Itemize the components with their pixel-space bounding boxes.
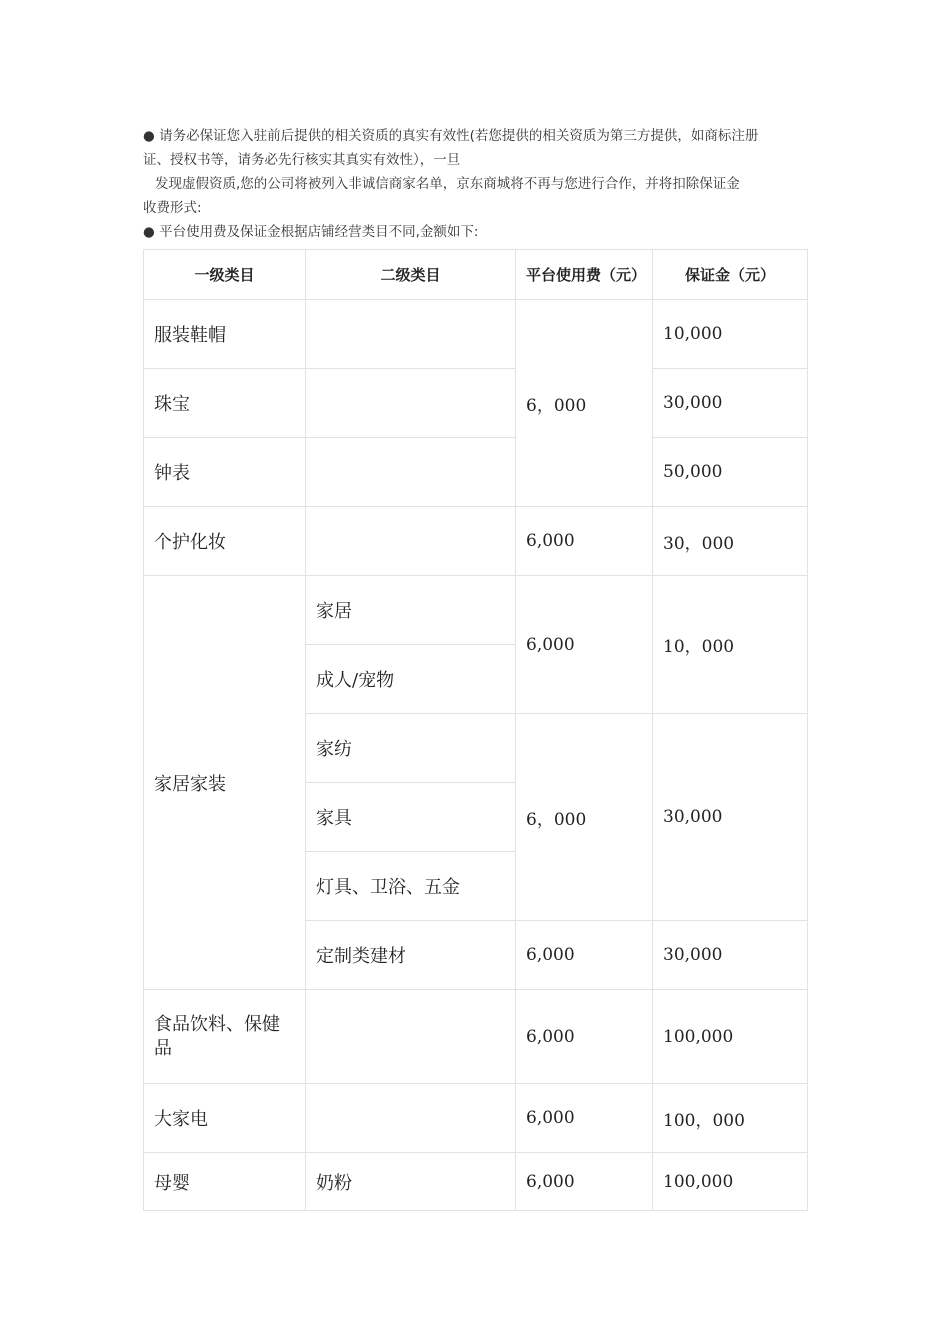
- table-row: [144, 438, 808, 507]
- fee-cell: 6，000: [516, 300, 653, 507]
- table-row: [144, 300, 808, 369]
- deposit-cell: 30,000: [653, 369, 808, 438]
- level1-cell: 家居家装: [144, 576, 306, 990]
- fee-cell: 6,000: [516, 1084, 653, 1153]
- note-line: ● 请务必保证您入驻前后提供的相关资质的真实有效性(若您提供的相关资质为第三方提供，如商标注册: [143, 128, 759, 144]
- note-line: 发现虚假资质,您的公司将被列入非诚信商家名单，京东商城将不再与您进行合作，并将扣除保证金: [155, 176, 740, 192]
- table-row: [144, 1153, 808, 1211]
- table-row: [144, 576, 808, 645]
- table-row: [144, 990, 808, 1084]
- deposit-cell: 30,000: [653, 714, 808, 921]
- deposit-cell: 30，000: [653, 507, 808, 576]
- level2-cell: 家纺: [306, 714, 516, 783]
- level2-cell: 家居: [306, 576, 516, 645]
- level2-cell: [306, 300, 516, 369]
- fee-cell: 6，000: [516, 714, 653, 921]
- deposit-cell: 10,000: [653, 300, 808, 369]
- header-deposit: 保证金（元）: [653, 250, 808, 300]
- level2-cell: [306, 507, 516, 576]
- fee-cell: 6,000: [516, 921, 653, 990]
- deposit-cell: 10，000: [653, 576, 808, 714]
- level2-cell: 定制类建材: [306, 921, 516, 990]
- level2-cell: 成人/宠物: [306, 645, 516, 714]
- note-line: 证、授权书等，请务必先行核实其真实有效性），一旦: [143, 152, 461, 168]
- level1-cell: 食品饮料、保健品: [144, 990, 306, 1084]
- level2-cell: [306, 369, 516, 438]
- deposit-cell: 50,000: [653, 438, 808, 507]
- level2-cell: [306, 438, 516, 507]
- level2-cell: 灯具、卫浴、五金: [306, 852, 516, 921]
- level1-cell: 个护化妆: [144, 507, 306, 576]
- deposit-cell: 100，000: [653, 1084, 808, 1153]
- table-row: [144, 1084, 808, 1153]
- level2-cell: [306, 1084, 516, 1153]
- header-level2-category: 二级类目: [306, 250, 516, 300]
- table-row: [144, 369, 808, 438]
- level1-cell: 母婴: [144, 1153, 306, 1211]
- header-level1-category: 一级类目: [144, 250, 306, 300]
- level2-cell: 家具: [306, 783, 516, 852]
- deposit-cell: 100,000: [653, 1153, 808, 1211]
- level2-cell: 奶粉: [306, 1153, 516, 1211]
- note-line: 收费形式:: [143, 200, 202, 216]
- table-header-row: [144, 250, 808, 300]
- level1-cell: 服装鞋帽: [144, 300, 306, 369]
- table-row: [144, 507, 808, 576]
- fee-table: [143, 249, 808, 1211]
- deposit-cell: 30,000: [653, 921, 808, 990]
- notes-block: [143, 124, 823, 244]
- level1-cell: 钟表: [144, 438, 306, 507]
- fee-cell: 6,000: [516, 507, 653, 576]
- level2-cell: [306, 990, 516, 1084]
- fee-cell: 6,000: [516, 576, 653, 714]
- level1-cell: 珠宝: [144, 369, 306, 438]
- fee-cell: 6,000: [516, 990, 653, 1084]
- level1-cell: 大家电: [144, 1084, 306, 1153]
- note-line: ● 平台使用费及保证金根据店铺经营类目不同,金额如下:: [143, 224, 479, 240]
- fee-cell: 6,000: [516, 1153, 653, 1211]
- deposit-cell: 100,000: [653, 990, 808, 1084]
- header-platform-fee: 平台使用费（元）: [516, 250, 653, 300]
